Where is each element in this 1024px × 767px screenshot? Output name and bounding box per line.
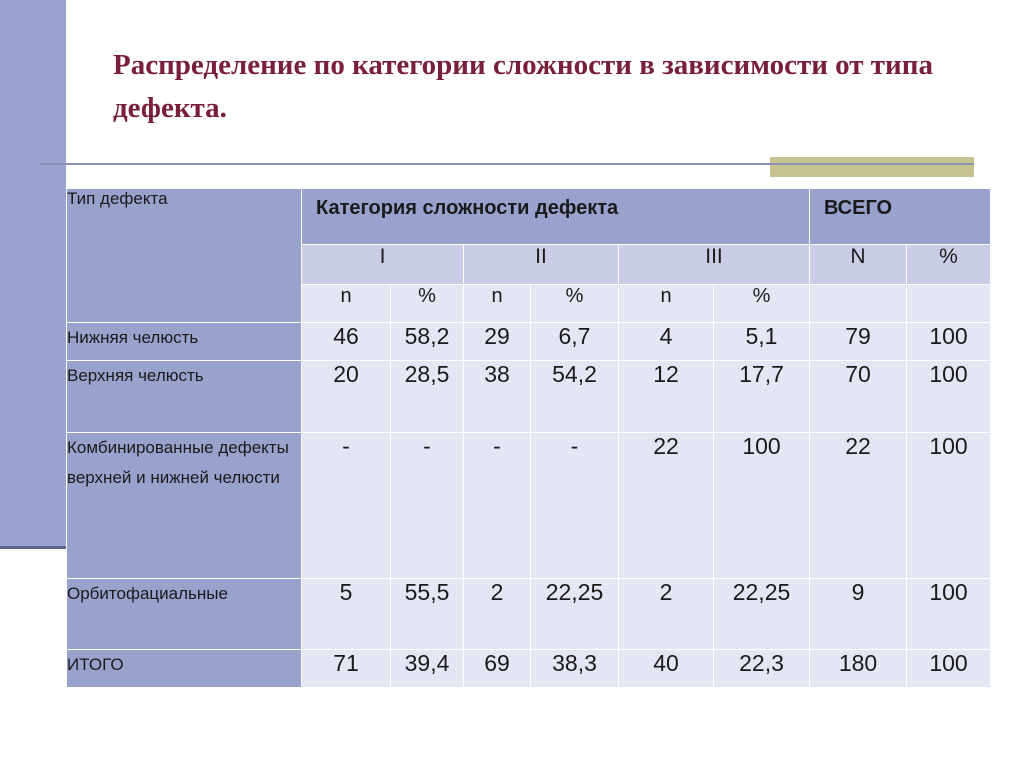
cell-ii-n: 38 (464, 361, 531, 433)
header-total: ВСЕГО (810, 189, 991, 245)
slide-title: Распределение по категории сложности в зависимости от типа дефекта. (113, 49, 933, 124)
row-label: Орбитофациальные (67, 579, 302, 650)
cell-total-pct: 100 (907, 361, 991, 433)
title-underline (40, 163, 770, 165)
left-decor-bar-edge (0, 546, 66, 549)
subheader-iii-pct: % (714, 285, 810, 323)
subheader-ii-n: n (464, 285, 531, 323)
row-label: Верхняя челюсть (67, 361, 302, 433)
cell-iii-pct: 100 (714, 433, 810, 579)
cell-total-pct: 100 (907, 323, 991, 361)
cell-ii-pct: 22,25 (531, 579, 619, 650)
row-label: Нижняя челюсть (67, 323, 302, 361)
cell-iii-n: 40 (619, 650, 714, 688)
cell-i-n: 71 (302, 650, 391, 688)
distribution-table (66, 188, 991, 688)
cell-total-n: 180 (810, 650, 907, 688)
cell-iii-n: 12 (619, 361, 714, 433)
title-underline-accent (770, 157, 974, 177)
cell-total-pct: 100 (907, 579, 991, 650)
cell-ii-n: 29 (464, 323, 531, 361)
cell-ii-pct: 54,2 (531, 361, 619, 433)
cell-i-pct: - (391, 433, 464, 579)
cell-ii-pct: - (531, 433, 619, 579)
cell-iii-n: 2 (619, 579, 714, 650)
subheader-i-pct: % (391, 285, 464, 323)
cell-iii-pct: 17,7 (714, 361, 810, 433)
cell-i-pct: 39,4 (391, 650, 464, 688)
cell-i-pct: 58,2 (391, 323, 464, 361)
cell-iii-n: 4 (619, 323, 714, 361)
cell-i-n: 20 (302, 361, 391, 433)
cell-i-n: - (302, 433, 391, 579)
cell-total-n: 9 (810, 579, 907, 650)
header-complexity-category: Категория сложности дефекта (302, 189, 810, 245)
cell-ii-n: 2 (464, 579, 531, 650)
cell-i-pct: 55,5 (391, 579, 464, 650)
cell-iii-pct: 22,25 (714, 579, 810, 650)
cell-i-n: 46 (302, 323, 391, 361)
header-category-iii: III (619, 245, 810, 285)
cell-total-n: 70 (810, 361, 907, 433)
left-decor-bar (0, 0, 66, 546)
header-total-n: N (810, 245, 907, 285)
cell-ii-pct: 38,3 (531, 650, 619, 688)
cell-total-n: 22 (810, 433, 907, 579)
cell-i-pct: 28,5 (391, 361, 464, 433)
subheader-iii-n: n (619, 285, 714, 323)
cell-total-pct: 100 (907, 650, 991, 688)
cell-iii-n: 22 (619, 433, 714, 579)
header-category-i: I (302, 245, 464, 285)
cell-total-pct: 100 (907, 433, 991, 579)
row-label: Комбинированные дефекты верхней и нижней челюсти (67, 433, 302, 579)
header-total-pct: % (907, 245, 991, 285)
header-category-ii: II (464, 245, 619, 285)
cell-total-n: 79 (810, 323, 907, 361)
cell-iii-pct: 5,1 (714, 323, 810, 361)
cell-ii-pct: 6,7 (531, 323, 619, 361)
subheader-total-pct-empty (907, 285, 991, 323)
table-row (67, 433, 991, 579)
subheader-total-n-empty (810, 285, 907, 323)
table-row (67, 579, 991, 650)
subheader-ii-pct: % (531, 285, 619, 323)
table-row (67, 323, 991, 361)
cell-iii-pct: 22,3 (714, 650, 810, 688)
header-defect-type: Тип дефекта (67, 189, 302, 323)
subheader-i-n: n (302, 285, 391, 323)
cell-ii-n: 69 (464, 650, 531, 688)
table-row (67, 650, 991, 688)
cell-i-n: 5 (302, 579, 391, 650)
cell-ii-n: - (464, 433, 531, 579)
table-row (67, 361, 991, 433)
row-label: ИТОГО (67, 650, 302, 688)
